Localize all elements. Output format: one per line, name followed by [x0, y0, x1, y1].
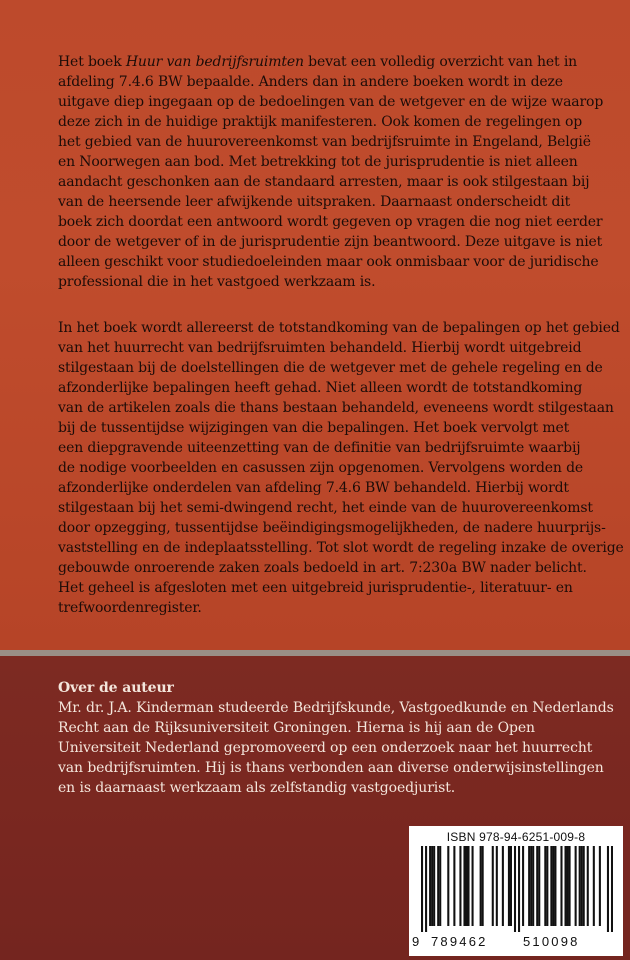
blurb-line: boek zich doordat een antwoord wordt gegeven op vragen die nog niet eerder — [58, 214, 603, 230]
barcode-bars — [421, 846, 613, 932]
barcode-bar — [492, 846, 494, 926]
blurb-line: aandacht geschonken aan de standaard arresten, maar is ook stilgestaan bij — [58, 174, 590, 190]
barcode-bar — [472, 846, 474, 926]
barcode-bar — [587, 846, 589, 926]
blurb-line: afzonderlijke bepalingen heeft gehad. Niet alleen wordt de totstandkoming — [58, 380, 583, 396]
blurb-line: vaststelling en de indeplaatsstelling. Tot slot wordt de regeling inzake de overige — [58, 540, 624, 556]
author-line: Universiteit Nederland gepromoveerd op een onderzoek naar het huurrecht — [58, 740, 593, 756]
blurb-line: het gebied van de huurovereenkomst van bedrijfsruimte in Engeland, België — [58, 134, 591, 150]
barcode-bar — [579, 846, 581, 926]
barcode-bar — [546, 846, 548, 926]
barcode-bar — [522, 846, 524, 926]
blurb-line: deze zich in de huidige praktijk manifesteren. Ook komen de regelingen op — [58, 114, 583, 130]
text-run: Het boek — [58, 54, 126, 70]
blurb-line: en Noorwegen aan bod. Met betrekking tot de jurisprudentie is niet alleen — [58, 154, 578, 170]
blurb-line: van de artikelen zoals die thans bestaan behandeld, eveneens wordt stilgestaan — [58, 400, 614, 416]
isbn-label: ISBN 978-94-6251-009-8 — [446, 830, 586, 844]
blurb-line: alleen geschikt voor studiedoeleinden maar ook onmisbaar voor de juridische — [58, 254, 599, 270]
barcode-bar — [538, 846, 540, 926]
barcode-digits — [409, 934, 623, 954]
blurb-line: stilgestaan bij de doelstellingen die de wetgever met de gehele regeling en de — [58, 360, 603, 376]
barcode-digits-left: 789462 — [431, 934, 488, 949]
barcode-bar — [459, 846, 461, 926]
barcode-guard-bar — [425, 846, 427, 932]
barcode-guard-bar — [421, 846, 423, 932]
barcode-bar — [467, 846, 469, 926]
barcode-bar — [564, 846, 566, 926]
text-run: bevat een volledig overzicht van het in — [303, 54, 578, 70]
barcode-bar — [583, 846, 585, 926]
barcode-bar — [532, 846, 534, 926]
barcode-guard-bar — [514, 846, 516, 932]
barcode-bar — [554, 846, 556, 926]
barcode-bar — [431, 846, 433, 926]
barcode-bar — [463, 846, 465, 926]
blurb-line: van de heersende leer afwijkende uitspraken. Daarnaast onderscheidt dit — [58, 194, 571, 210]
barcode-bar — [552, 846, 554, 926]
isbn-barcode — [409, 826, 623, 956]
barcode-bar — [433, 846, 435, 926]
blurb-line: stilgestaan bij het semi-dwingend recht, het einde van de huurovereenkomst — [58, 500, 593, 516]
barcode-bar — [437, 846, 439, 926]
author-line: Recht aan de Rijksuniversiteit Groningen. Hierna is hij aan de Open — [58, 720, 535, 736]
barcode-digits-right: 510098 — [523, 934, 580, 949]
author-line: Mr. dr. J.A. Kinderman studeerde Bedrijfskunde, Vastgoedkunde en Nederlands — [58, 700, 614, 716]
barcode-bar — [560, 846, 562, 926]
barcode-bar — [482, 846, 484, 926]
blurb-line: de nodige voorbeelden en casussen zijn opgenomen. Vervolgens worden de — [58, 460, 584, 476]
barcode-bar — [599, 846, 601, 926]
barcode-bar — [439, 846, 441, 926]
blurb-line: een diepgravende uiteenzetting van de definitie van bedrijfsruimte waarbij — [58, 440, 581, 456]
author-line: van bedrijfsruimten. Hij is thans verbonden aan diverse onderwijsinstellingen — [58, 760, 604, 776]
barcode-bar — [581, 846, 583, 926]
barcode-bar — [429, 846, 431, 926]
blurb-line: door de wetgever of in de jurisprudentie zijn beantwoord. Deze uitgave is niet — [58, 234, 603, 250]
barcode-bar — [530, 846, 532, 926]
author-heading: Over de auteur — [58, 680, 174, 696]
blurb-line: Het geheel is afgesloten met een uitgebreid jurisprudentie-, literatuur- en — [58, 580, 573, 596]
blurb-line — [58, 52, 606, 72]
blurb-line: bij de tussentijdse wijzigingen van die bepalingen. Het boek vervolgt met — [58, 420, 570, 436]
blurb-line: afdeling 7.4.6 BW bepaalde. Anders dan in andere boeken wordt in deze — [58, 74, 563, 90]
barcode-bar — [480, 846, 482, 926]
blurb-line: trefwoordenregister. — [58, 600, 202, 616]
blurb-paragraph-2 — [58, 318, 624, 618]
blurb-line: van het huurrecht van bedrijfsruimten behandeld. Hierbij wordt uitgebreid — [58, 340, 582, 356]
barcode-bar — [502, 846, 504, 926]
barcode-bar — [593, 846, 595, 926]
barcode-bar — [465, 846, 467, 926]
author-line: en is daarnaast werkzaam als zelfstandig vastgoedjurist. — [58, 780, 456, 796]
barcode-guard-bar — [518, 846, 520, 932]
barcode-bar — [567, 846, 569, 926]
barcode-bar — [528, 846, 530, 926]
barcode-digit-first: 9 — [412, 934, 420, 949]
blurb-line: afzonderlijke onderdelen van afdeling 7.4.6 BW behandeld. Hierbij wordt — [58, 480, 569, 496]
book-title: Huur van bedrijfsruimten — [125, 54, 304, 70]
barcode-guard-bar — [611, 846, 613, 932]
blurb-line: professional die in het vastgoed werkzaam is. — [58, 274, 376, 290]
blurb-line: uitgave diep ingegaan op de bedoelingen van de wetgever en de wijze waarop — [58, 94, 604, 110]
barcode-bar — [508, 846, 510, 926]
barcode-bar — [569, 846, 571, 926]
barcode-bar — [550, 846, 552, 926]
barcode-bar — [447, 846, 449, 926]
blurb-line: gebouwde onroerende zaken zoals bedoeld in art. 7:230a BW nader belicht. — [58, 560, 587, 576]
barcode-bar — [544, 846, 546, 926]
barcode-bar — [510, 846, 512, 926]
blurb-paragraph-1 — [58, 52, 606, 292]
barcode-bar — [575, 846, 577, 926]
barcode-bar — [453, 846, 455, 926]
blurb-line: door opzegging, tussentijdse beëindigingsmogelijkheden, de nadere huurprijs- — [58, 520, 606, 536]
barcode-guard-bar — [607, 846, 609, 932]
author-section — [58, 678, 614, 798]
blurb-line: In het boek wordt allereerst de totstandkoming van de bepalingen op het gebied — [58, 320, 620, 336]
barcode-bar — [536, 846, 538, 926]
barcode-bar — [496, 846, 498, 926]
